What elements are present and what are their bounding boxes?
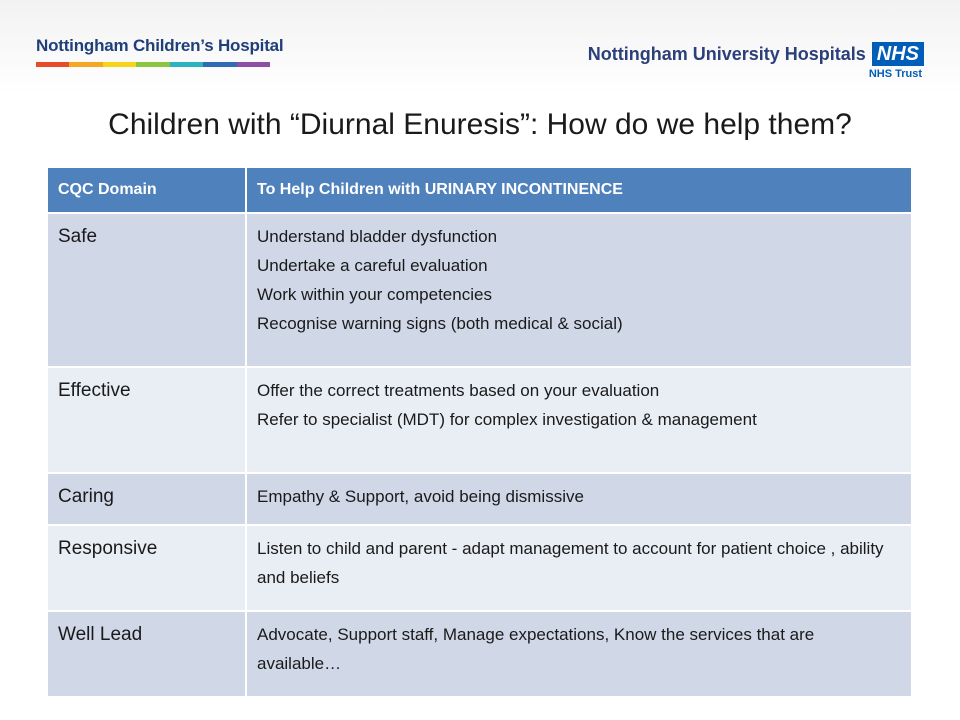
stripe-segment [36,62,69,67]
table-row [48,473,912,525]
nch-logo-color-stripe [36,62,270,67]
column-header-help: To Help Children with URINARY INCONTINENCE [246,168,912,213]
help-line: Listen to child and parent - adapt management to account for patient choice , ability and beliefs [257,539,884,587]
table-row [48,611,912,696]
cqc-domain-table [48,168,913,696]
slide-title: Children with “Diurnal Enuresis”: How do we help them? [108,108,852,141]
help-cell [246,367,912,473]
domain-cell: Caring [48,473,246,525]
stripe-segment [203,62,236,67]
help-line: Undertake a careful evaluation [257,256,488,275]
stripe-segment [170,62,203,67]
nottingham-childrens-hospital-logo [36,36,283,67]
stripe-segment [69,62,102,67]
help-line: Work within your competencies [257,285,492,304]
help-cell [246,213,912,367]
help-line: Offer the correct treatments based on your evaluation [257,381,660,400]
nuh-logo-name: Nottingham University Hospitals [587,43,866,64]
help-cell [246,473,912,525]
domain-cell: Effective [48,367,246,473]
stripe-segment [136,62,169,67]
table-row [48,525,912,611]
table-header-row [48,168,912,213]
domain-cell: Safe [48,213,246,367]
nch-logo-name: Nottingham Children’s Hospital [36,36,284,55]
help-line: Refer to specialist (MDT) for complex investigation & management [257,410,757,429]
table-row [48,367,912,473]
nottingham-university-hospitals-logo [588,42,924,80]
help-cell [246,525,912,611]
nhs-trust-label: NHS Trust [868,68,922,80]
table-row [48,213,912,367]
stripe-segment [103,62,136,67]
domain-cell: Well Lead [48,611,246,696]
stripe-segment [237,62,270,67]
help-line: Recognise warning signs (both medical & social) [257,314,623,333]
domain-cell: Responsive [48,525,246,611]
column-header-domain: CQC Domain [48,168,246,213]
help-line: Empathy & Support, avoid being dismissive [257,487,584,506]
help-cell [246,611,912,696]
help-line: Understand bladder dysfunction [257,227,498,246]
help-line: Advocate, Support staff, Manage expectations, Know the services that are available… [257,625,815,673]
nhs-badge: NHS [872,42,924,66]
